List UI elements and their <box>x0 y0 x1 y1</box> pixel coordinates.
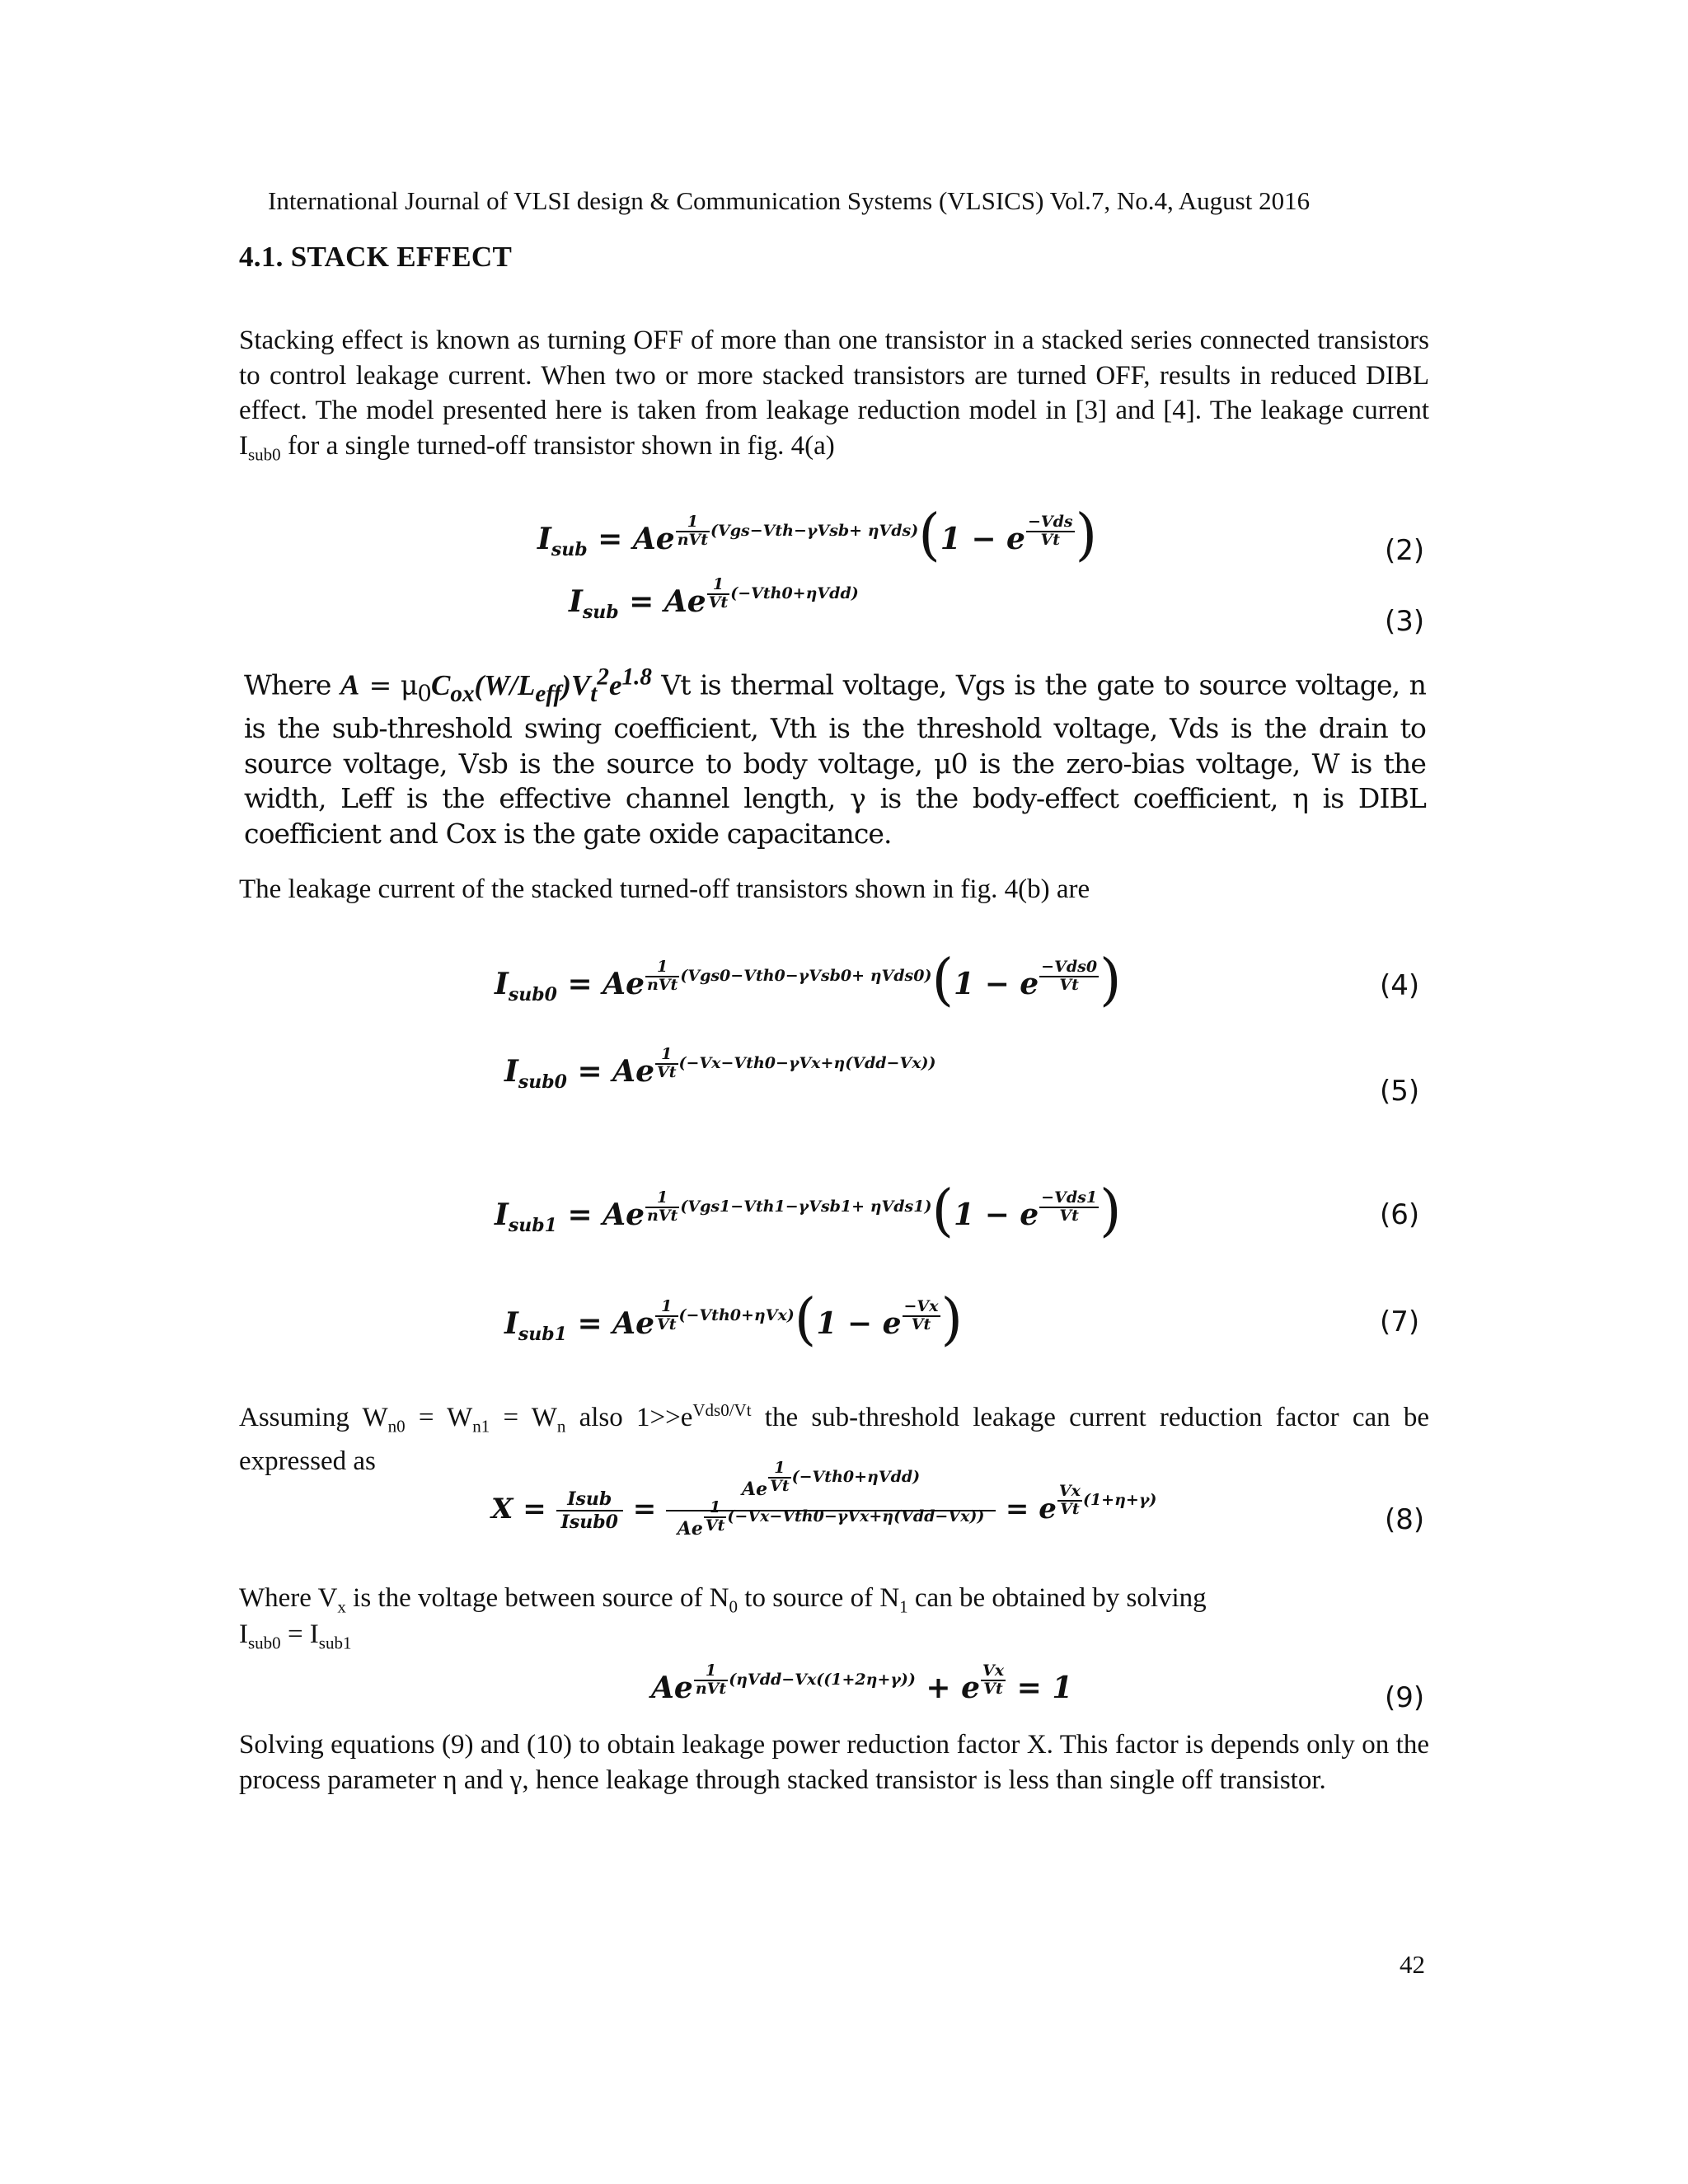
where-definitions: Where $A = \mu_0C_{ox}(W/L_{eff})V_t^2e^{1.8}$ Vt is thermal voltage, Vgs is the gate to source voltage, n is the sub-threshold swing coefficient, Vth is the threshold voltage, Vds is the drain to source voltage, Vsb is the source to body voltage, μ0 is the zero-bias voltage, W is the width, Leff is the effective channel length, γ is the body-effect coefficient, η is DIBL coefficient and Cox is the gate oxide capacitance. <box>244 663 1427 850</box>
equation-5: $I_{sub0} = Ae$ $^{\frac{1}{Vt} (-Vx-Vth0-\gamma Vx+\eta(Vdd-Vx))}$ <box>504 1045 936 1094</box>
paragraph-isub-equal: $I_{sub0} = I_{sub1}$ <box>239 1619 352 1653</box>
equation-3: $I_{sub} = Ae$ $^{\frac{1}{Vt} (-Vth0+\eta Vdd)}$ <box>569 575 859 624</box>
paragraph-intro: Stacking effect is known as turning OFF of more than one transistor in a stacked series connected transistors to control leakage current. When two or more stacked transistors are turned OFF, results in reduced DIBL effect. The model presented here is taken from leakage reduction model in [3] and [4]. The leakage current $I_{sub0}$ for a single turned-off transistor shown in fig. 4(a) <box>239 326 1429 465</box>
equation-number: (5) <box>1380 1075 1420 1108</box>
equation-7: $I_{sub1} = Ae$ $^{\frac{1}{Vt} (-Vth0+\eta Vx)}$(1 − e $^{\frac{-Vx}{Vt}}$ ) <box>504 1287 964 1352</box>
equation-number: (9) <box>1385 1681 1425 1714</box>
paragraph-where-vx: Where $V_x$ is the voltage between source of $N_0$ to source of $N_1$ can be obtained by solving <box>239 1583 1207 1617</box>
journal-header: International Journal of VLSI design & Communication Systems (VLSICS) Vol.7, No.4, August 2016 <box>268 186 1311 215</box>
section-title: 4.1. STACK EFFECT <box>239 241 513 273</box>
page-number: 42 <box>1400 1950 1425 1979</box>
equation-number: (2) <box>1385 534 1425 567</box>
equation-9: Ae $^{1 nVt (\eta Vdd-Vx((1+2\eta+\gamma))}$ + e $^{\frac{Vx}{Vt}}$ = 1 <box>651 1661 1073 1705</box>
equation-number: (8) <box>1385 1503 1425 1536</box>
equation-number: (7) <box>1380 1305 1420 1338</box>
paragraph-conclusion: Solving equations (9) and (10) to obtain leakage power reduction factor X. This factor is depends only on the process parameter η and γ, hence leakage through stacked transistor is less than single off transistor. <box>239 1730 1429 1795</box>
equation-number: (4) <box>1380 969 1420 1002</box>
equation-4: $I_{sub0} = Ae$ $^{1 nVt (Vgs0-Vth0-\gamma Vsb0+ \eta Vds0)}$(1 − e $^{-Vds0 Vt}$ ) <box>495 948 1122 1013</box>
equation-6: $I_{sub1} = Ae$ $^{1 nVt (Vgs1-Vth1-\gamma Vsb1+ \eta Vds1)}$(1 − e $^{-Vds1 Vt}$ ) <box>495 1179 1122 1244</box>
paragraph-assuming: Assuming $W_{n0} = W_{n1} = W_n$ also $1>>e^{Vds0/Vt}$ the sub-threshold leakage current reduction factor can be expressed as <box>239 1400 1430 1477</box>
equation-8: X = Isub Isub0 = Ae $\frac{1}{Vt}$ (−Vth0+ηVdd) Ae $\frac{1}{Vt}$ (−Vx−Vth0−γVx+η(Vdd−Vx)) = e $^{\frac{Vx}{Vt} (1+\eta+\gamma)}$ <box>491 1459 1157 1540</box>
equation-number: (3) <box>1385 605 1425 638</box>
equation-2: $I_{sub} = Ae$ $^{1 nVt (Vgs-Vth-\gamma Vsb+ \eta Vds)}$(1 − e $^{-Vds Vt}$ ) <box>537 503 1098 568</box>
paragraph-stacked: The leakage current of the stacked turned-off transistors shown in fig. 4(b) are <box>239 874 1090 904</box>
equation-number: (6) <box>1380 1198 1420 1231</box>
